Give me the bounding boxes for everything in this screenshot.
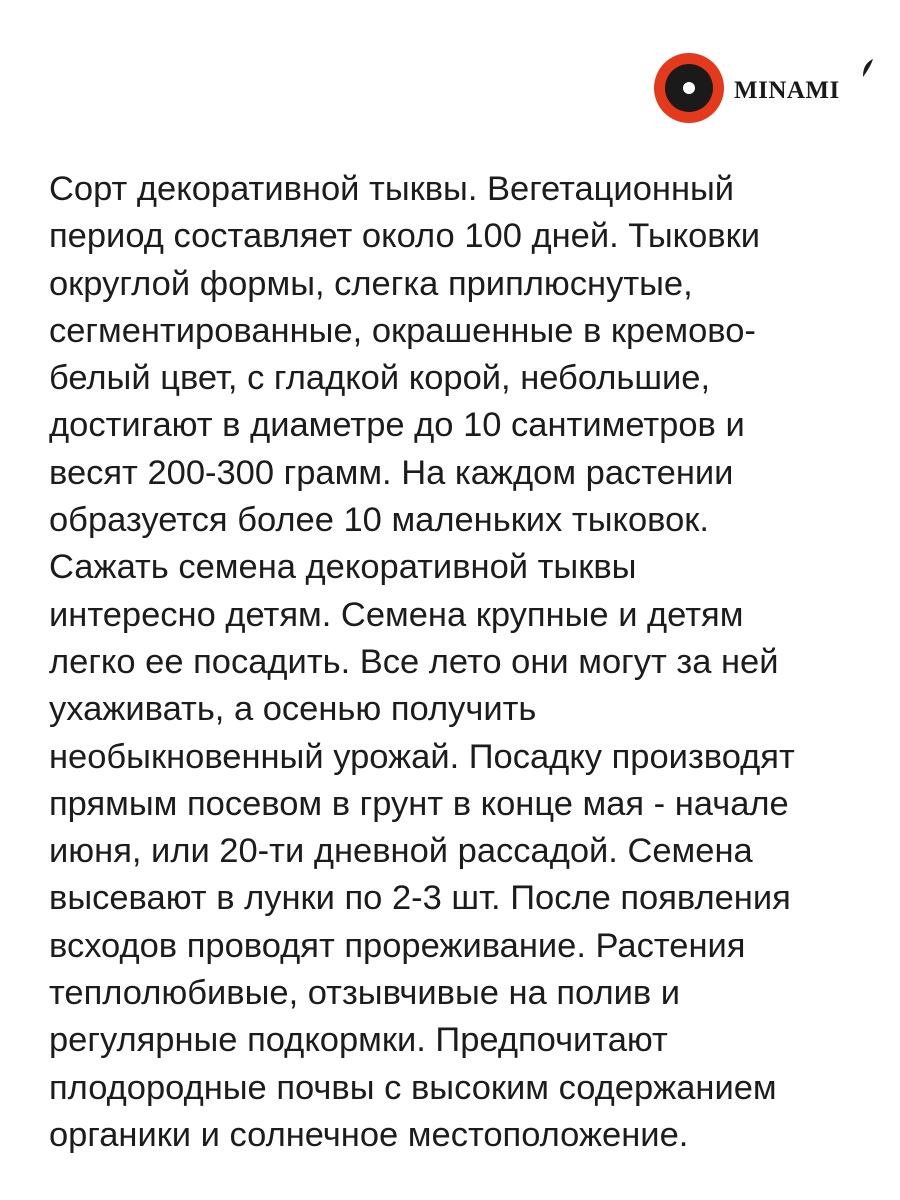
leaf-icon <box>860 58 874 78</box>
brand-logo <box>654 52 840 124</box>
red-disc-logo-icon <box>654 53 724 123</box>
product-description: Сорт декоративной тыквы. Вегетационный период составляет около 100 дней. Тыковки округлой формы, слегка приплюснутые, сегментированные, окрашенные в кремово- белый цвет, с гладкой корой, небольшие, достигают в диаметре до 10 сантиметров и весят 200-300 грамм. На каждом растении образуется более 10 маленьких тыковок. Сажать семена декоративной тыквы интересно детям. Семена крупные и детям легко ее посадить. Все лето они могут за ней ухаживать, а осенью получить необыкновенный урожай. Посадку производят прямым посевом в грунт в конце мая - начале июня, или 20-ти дневной рассадой. Семена высевают в лунки по 2-3 шт. После появления всходов проводят прореживание. Растения теплолюбивые, отзывчивые на полив и регулярные подкормки. Предпочитают плодородные почвы с высоким содержанием органики и солнечное местоположение. <box>49 170 795 1154</box>
brand-name: MINAMI <box>734 77 840 104</box>
